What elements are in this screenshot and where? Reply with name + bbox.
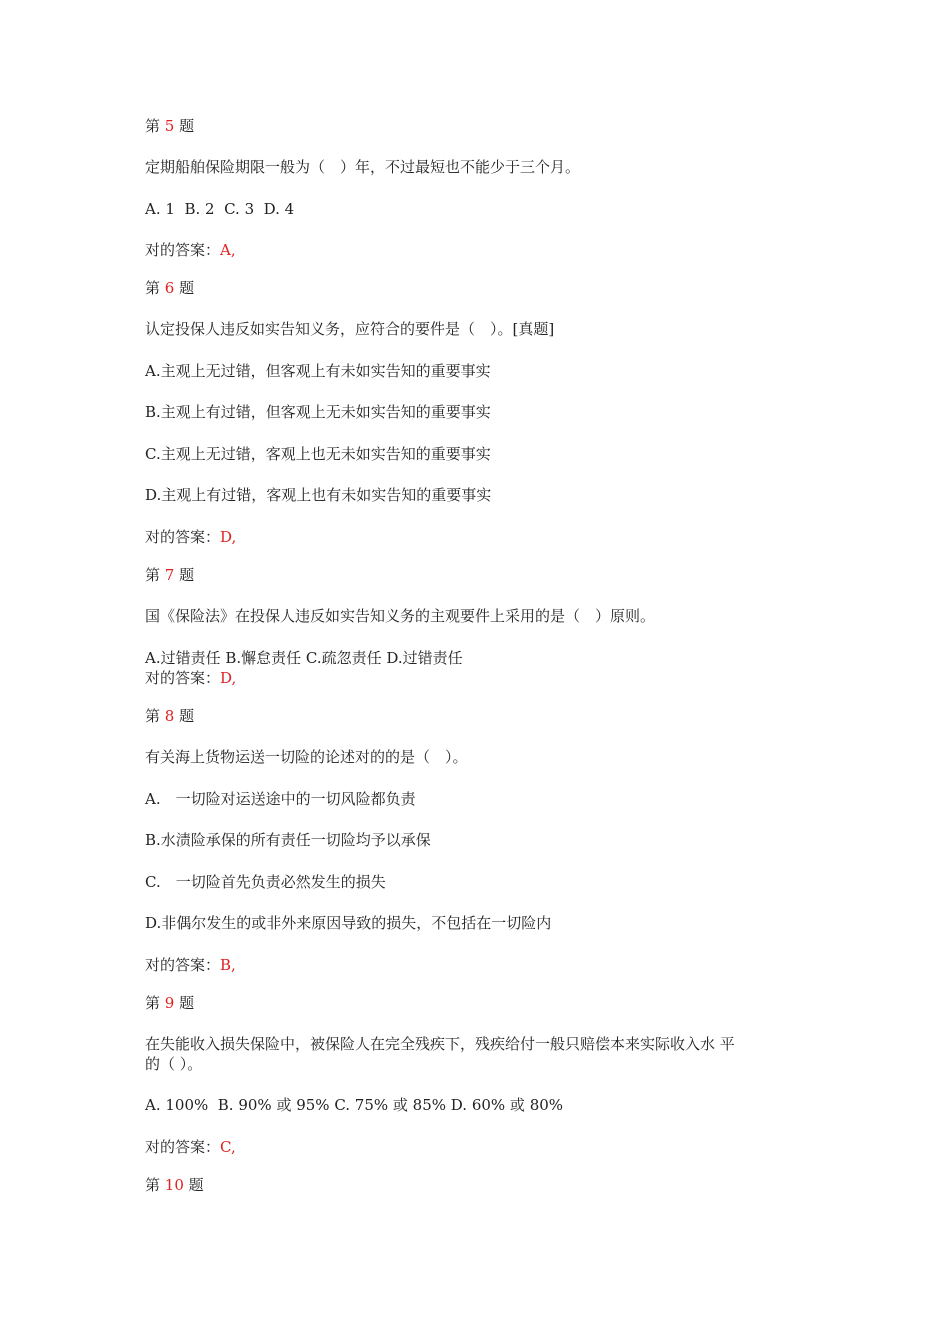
- question-9-label: 第 9 题: [145, 994, 195, 1012]
- question-8-option-b: B.水渍险承保的所有责任一切险均予以承保: [145, 831, 431, 849]
- answer-value: A,: [220, 241, 236, 259]
- answer-value: D,: [220, 528, 237, 546]
- question-6-option-b: B.主观上有过错，但客观上无未如实告知的重要事实: [145, 403, 491, 421]
- question-number: 5: [164, 117, 175, 135]
- question-number: 9: [164, 994, 175, 1012]
- question-8-answer: 对的答案：B,: [145, 956, 236, 974]
- answer-value: D,: [220, 669, 237, 687]
- question-8-option-a: A. 一切险对运送途中的一切风险都负责: [145, 790, 416, 808]
- answer-value: C,: [220, 1138, 236, 1156]
- question-number: 10: [164, 1176, 184, 1194]
- answer-value: B,: [220, 956, 236, 974]
- question-8-option-c: C. 一切险首先负责必然发生的损失: [145, 873, 386, 891]
- question-6-option-a: A.主观上无过错，但客观上有未如实告知的重要事实: [145, 362, 491, 380]
- question-9-options: A. 100% B. 90% 或 95% C. 75% 或 85% D. 60% 或 80%: [145, 1096, 564, 1114]
- question-5-options: A. 1 B. 2 C. 3 D. 4: [145, 200, 295, 218]
- question-7-stem: 国《保险法》在投保人违反如实告知义务的主观要件上采用的是（ ）原则。: [145, 607, 656, 625]
- question-number: 7: [164, 566, 175, 584]
- question-8-option-d: D.非偶尔发生的或非外来原因导致的损失，不包括在一切险内: [145, 914, 552, 932]
- question-6-option-c: C.主观上无过错，客观上也无未如实告知的重要事实: [145, 445, 491, 463]
- question-6-stem: 认定投保人违反如实告知义务，应符合的要件是（ ）。[真题]: [145, 320, 555, 338]
- question-9-stem-line-2: 的（ ）。: [145, 1055, 203, 1073]
- question-9-stem-line-1: 在失能收入损失保险中，被保险人在完全残疾下，残疾给付一般只赔偿本来实际收入水 平: [145, 1035, 735, 1053]
- question-6-option-d: D.主观上有过错，客观上也有未如实告知的重要事实: [145, 486, 492, 504]
- question-7-answer: 对的答案：D,: [145, 669, 237, 687]
- question-5-stem: 定期船舶保险期限一般为（ ）年，不过最短也不能少于三个月。: [145, 158, 581, 176]
- question-7-options: A.过错责任 B.懈怠责任 C.疏忽责任 D.过错责任: [145, 649, 463, 667]
- question-10-label: 第 10 题: [145, 1176, 204, 1194]
- question-8-label: 第 8 题: [145, 707, 195, 725]
- question-9-answer: 对的答案：C,: [145, 1138, 236, 1156]
- question-number: 8: [164, 707, 175, 725]
- question-5-answer: 对的答案：A,: [145, 241, 236, 259]
- question-8-stem: 有关海上货物运送一切险的论述对的的是（ ）。: [145, 748, 468, 766]
- question-number: 6: [164, 279, 175, 297]
- question-5-label: 第 5 题: [145, 117, 195, 135]
- question-7-label: 第 7 题: [145, 566, 195, 584]
- question-6-answer: 对的答案：D,: [145, 528, 237, 546]
- question-6-label: 第 6 题: [145, 279, 195, 297]
